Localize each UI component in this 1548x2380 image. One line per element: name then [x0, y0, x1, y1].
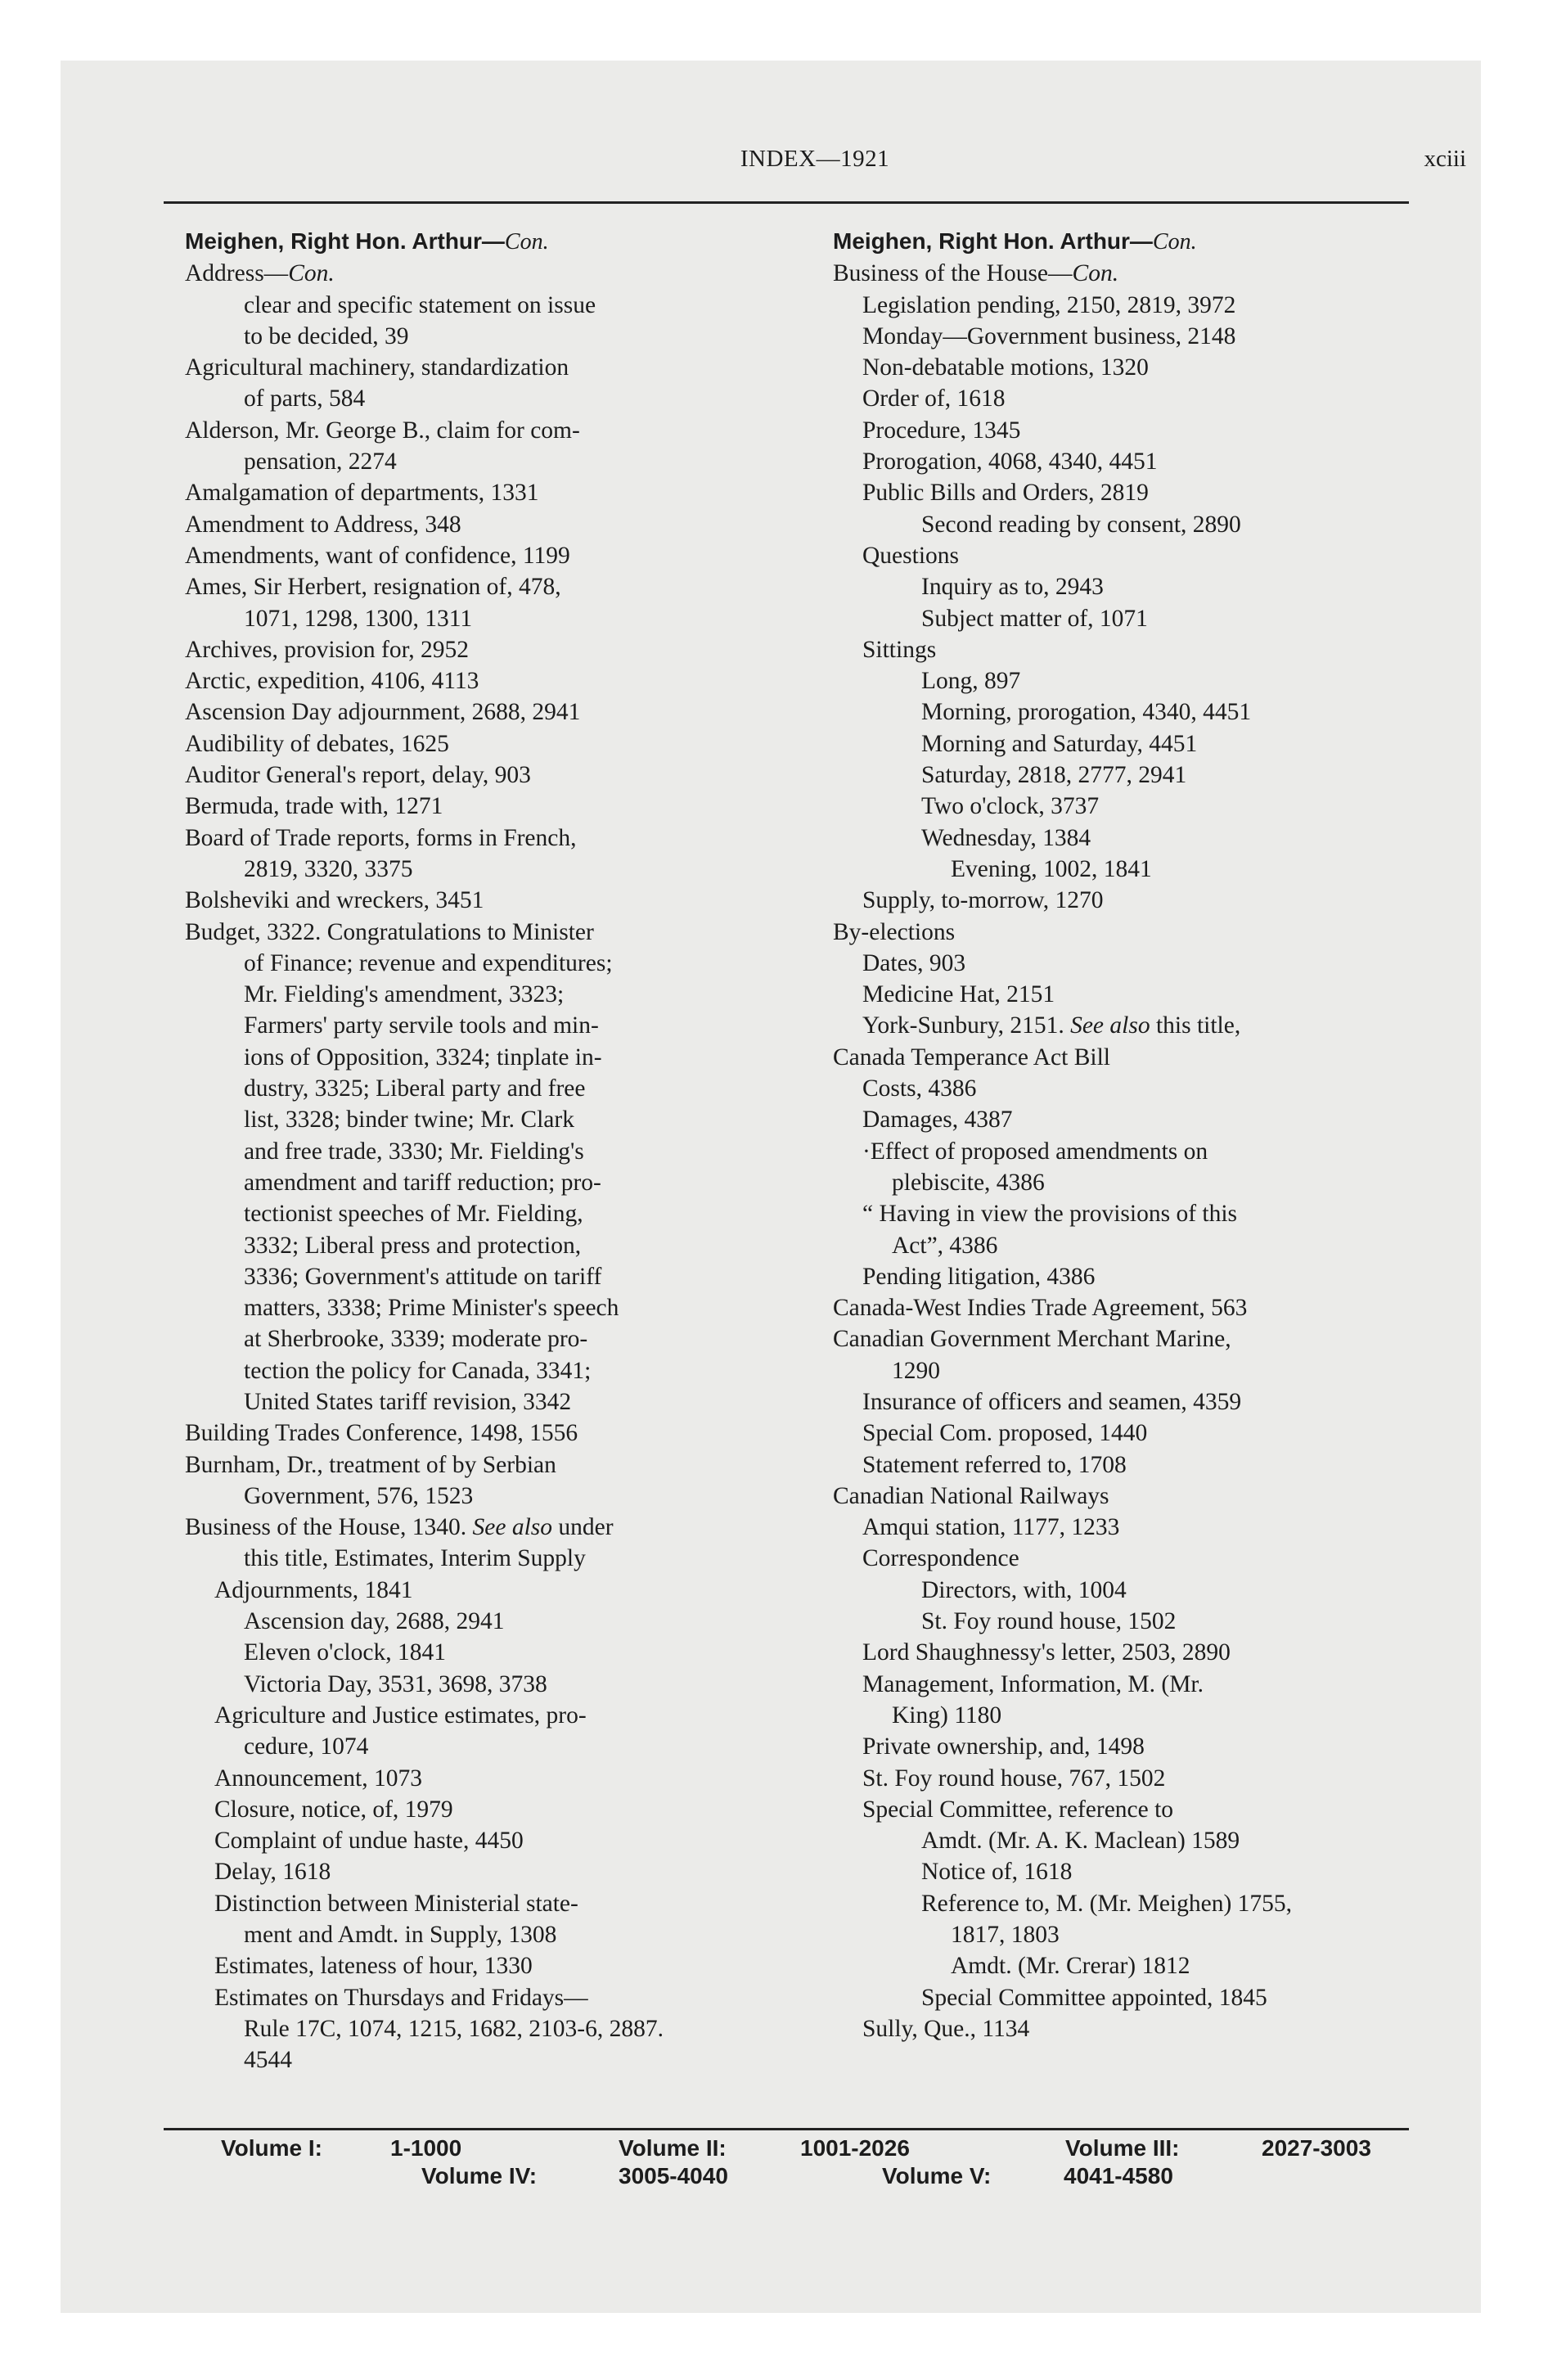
volume-5-label: Volume V:: [882, 2163, 992, 2188]
index-entry-italic: See also: [472, 1514, 553, 1541]
index-entry: [833, 1418, 1438, 1449]
index-entry: [833, 1010, 1438, 1041]
index-entry: [833, 728, 1438, 760]
index-entry: [185, 1323, 790, 1355]
volume-5-range: 4041-4580: [1064, 2163, 1173, 2188]
index-entry: [185, 1042, 790, 1073]
index-entry-text: ment and Amdt. in Supply, 1308: [244, 1922, 557, 1949]
index-entry-text: Public Bills and Orders, 2819: [862, 480, 1149, 507]
index-entry-italic: See also: [1070, 1012, 1150, 1039]
index-entry: [833, 603, 1438, 634]
index-entry-text: Auditor General's report, delay, 903: [185, 762, 531, 789]
index-entry: [185, 665, 790, 696]
index-entry-text: Procedure, 1345: [862, 417, 1021, 444]
index-entry-text: Pending litigation, 4386: [862, 1263, 1096, 1290]
index-entry-text: Agricultural machinery, standardization: [185, 354, 569, 381]
index-entry: [185, 696, 790, 728]
index-entry: [833, 1230, 1438, 1261]
index-entry: [185, 1731, 790, 1762]
volume-key: [164, 2134, 1409, 2190]
index-entry: [185, 1010, 790, 1041]
index-entry: [185, 1637, 790, 1668]
index-entry-text: Budget, 3322. Congratulations to Minister: [185, 918, 594, 945]
index-entry: [833, 917, 1438, 948]
index-entry: [185, 1198, 790, 1229]
index-entry: [833, 696, 1438, 728]
index-entry: [185, 1950, 790, 1981]
index-entry-text: Canadian Government Merchant Marine,: [833, 1326, 1231, 1353]
index-entry: [833, 1575, 1438, 1606]
index-entry-text: Amendments, want of confidence, 1199: [185, 542, 570, 569]
index-entry: [185, 917, 790, 948]
index-entry: [185, 1543, 790, 1574]
index-entry-text: Estimates on Thursdays and Fridays—: [214, 1984, 588, 2011]
index-entry-text: Sittings: [862, 636, 937, 663]
index-entry-text: Subject matter of, 1071: [921, 605, 1148, 632]
index-entry-text: Damages, 4387: [862, 1107, 1013, 1134]
index-entry: [185, 1794, 790, 1825]
index-entry-text: Bermuda, trade with, 1271: [185, 793, 443, 820]
running-head: [164, 146, 1466, 178]
index-entry: [833, 1825, 1438, 1856]
index-entry: [833, 1763, 1438, 1794]
index-entry-text: Amqui station, 1177, 1233: [862, 1514, 1120, 1541]
index-entry: [833, 634, 1438, 665]
index-entry-text: Rule 17C, 1074, 1215, 1682, 2103-6, 2887.: [244, 2015, 664, 2042]
index-entry-italic: Con.: [1072, 260, 1119, 287]
index-entry: [833, 290, 1438, 321]
index-entry-text: list, 3328; binder twine; Mr. Clark: [244, 1107, 574, 1134]
index-entry: [833, 1292, 1438, 1323]
index-entry-text: United States tariff revision, 3342: [244, 1388, 572, 1415]
index-entry-text: St. Foy round house, 767, 1502: [862, 1765, 1166, 1792]
index-entry: [185, 571, 790, 602]
index-entry: [185, 854, 790, 885]
index-entry: [185, 1606, 790, 1637]
index-entry: [185, 603, 790, 634]
index-entry: [185, 1073, 790, 1104]
volume-1-range: 1-1000: [390, 2135, 462, 2161]
index-entry: [833, 1104, 1438, 1135]
index-entry-text: Alderson, Mr. George B., claim for com-: [185, 417, 580, 444]
index-entry: [833, 1323, 1438, 1355]
index-entry: [833, 352, 1438, 383]
index-entry: [833, 1042, 1438, 1073]
index-entry: [185, 2044, 790, 2076]
index-entry-text: Monday—Government business, 2148: [862, 322, 1236, 349]
index-entry: [185, 415, 790, 446]
index-entry: [833, 540, 1438, 571]
index-entry-text: Correspondence: [862, 1545, 1019, 1572]
index-heading-continued: Con.: [504, 229, 549, 255]
index-entry-text: Dates, 903: [862, 949, 966, 976]
index-entry: [833, 1637, 1438, 1668]
index-entry: [185, 823, 790, 854]
index-entry: [833, 760, 1438, 791]
index-entry: [833, 1856, 1438, 1887]
index-entry-text: Private ownership, and, 1498: [862, 1733, 1145, 1760]
index-entry-text: Adjournments, 1841: [214, 1576, 413, 1603]
index-entry: [833, 1386, 1438, 1418]
index-entry-text: King) 1180: [892, 1702, 1002, 1729]
index-entry: [185, 321, 790, 352]
index-entry: [185, 1136, 790, 1167]
volume-2-range: 1001-2026: [800, 2135, 910, 2161]
index-entry-text: Prorogation, 4068, 4340, 4451: [862, 449, 1158, 476]
index-entry: [185, 885, 790, 916]
index-heading: [833, 226, 1438, 258]
index-entry-text: tection the policy for Canada, 3341;: [244, 1357, 592, 1384]
index-entry: [833, 1261, 1438, 1292]
index-entry-text: of Finance; revenue and expenditures;: [244, 949, 613, 976]
index-entry: [833, 1731, 1438, 1762]
index-entry-text: 3332; Liberal press and protection,: [244, 1232, 582, 1259]
index-entry: [185, 1230, 790, 1261]
index-entry-text: Special Committee, reference to: [862, 1796, 1174, 1823]
index-entry: [833, 791, 1438, 822]
index-entry-text: matters, 3338; Prime Minister's speech: [244, 1295, 619, 1322]
volume-1-label: Volume I:: [221, 2135, 322, 2161]
index-entry: [833, 854, 1438, 885]
index-entry: [833, 1167, 1438, 1198]
index-entry-text: York-Sunbury, 2151.: [862, 1012, 1071, 1039]
index-entry: [185, 1856, 790, 1887]
index-column-right: [833, 226, 1438, 2044]
index-entry: [833, 1543, 1438, 1574]
index-entry: [185, 2013, 790, 2044]
volume-4-label: Volume IV:: [421, 2163, 538, 2188]
index-entry-text: Notice of, 1618: [921, 1859, 1073, 1886]
index-entry-text: at Sherbrooke, 3339; moderate pro-: [244, 1326, 588, 1353]
index-entry-text: Questions: [862, 542, 959, 569]
index-entry: [185, 760, 790, 791]
index-entry-text: this title, Estimates, Interim Supply: [244, 1545, 586, 1572]
index-entry: [185, 1355, 790, 1386]
index-entry: [833, 446, 1438, 477]
index-entry-text: Non-debatable motions, 1320: [862, 354, 1149, 381]
index-entry-text: Statement referred to, 1708: [862, 1451, 1127, 1478]
index-entry-italic: Con.: [288, 260, 335, 287]
index-entry: [833, 383, 1438, 414]
index-entry: [185, 634, 790, 665]
index-entry: [833, 1198, 1438, 1229]
index-entry-text: 4544: [244, 2047, 292, 2074]
index-entry: [833, 321, 1438, 352]
index-entry-text: Directors, with, 1004: [921, 1576, 1127, 1603]
index-entry: [833, 1700, 1438, 1731]
index-entry-text: Amdt. (Mr. Crerar) 1812: [951, 1953, 1190, 1980]
index-entry-text: Canada Temperance Act Bill: [833, 1044, 1110, 1071]
index-entry: [833, 1512, 1438, 1543]
index-entry: [833, 258, 1438, 289]
index-entry-text: dustry, 3325; Liberal party and free: [244, 1075, 586, 1102]
index-entry-text: Canada-West Indies Trade Agreement, 563: [833, 1295, 1248, 1322]
index-entry-text: Mr. Fielding's amendment, 3323;: [244, 981, 565, 1008]
index-entry-text: Reference to, M. (Mr. Meighen) 1755,: [921, 1890, 1293, 1917]
index-entry: [833, 1481, 1438, 1512]
index-entry-text: Amendment to Address, 348: [185, 511, 461, 538]
index-entry-text: and free trade, 3330; Mr. Fielding's: [244, 1138, 584, 1165]
index-entry-text: 2819, 3320, 3375: [244, 855, 413, 882]
index-entry: [185, 1982, 790, 2013]
index-entry: [185, 1104, 790, 1135]
index-entry: [185, 1292, 790, 1323]
index-entry-text: Lord Shaughnessy's letter, 2503, 2890: [862, 1639, 1231, 1666]
index-entry-after: under: [552, 1514, 614, 1541]
index-entry-text: Delay, 1618: [214, 1859, 331, 1886]
index-entry: [185, 1512, 790, 1543]
page-number: xciii: [1424, 146, 1466, 172]
index-entry: [833, 823, 1438, 854]
index-entry-text: Business of the House—: [833, 260, 1073, 287]
index-entry: [833, 1794, 1438, 1825]
index-entry: [833, 885, 1438, 916]
index-entry-text: 1071, 1298, 1300, 1311: [244, 605, 473, 632]
index-entry-text: Order of, 1618: [862, 385, 1006, 412]
index-entry-text: Morning and Saturday, 4451: [921, 730, 1198, 757]
index-entry: [833, 1073, 1438, 1104]
index-entry-text: to be decided, 39: [244, 322, 409, 349]
index-entry-text: Agriculture and Justice estimates, pro-: [214, 1702, 587, 1729]
index-entry: [833, 1606, 1438, 1637]
index-entry-text: amendment and tariff reduction; pro-: [244, 1169, 601, 1196]
index-entry: [185, 1386, 790, 1418]
index-entry-text: 3336; Government's attitude on tariff: [244, 1263, 602, 1290]
index-entry: [185, 1167, 790, 1198]
index-entry-text: Business of the House, 1340.: [185, 1514, 473, 1541]
index-entry: [185, 1481, 790, 1512]
index-entry: [833, 2013, 1438, 2044]
index-entry-text: Farmers' party servile tools and min-: [244, 1012, 599, 1039]
index-entry: [833, 1669, 1438, 1700]
index-entry: [185, 446, 790, 477]
volume-row-2: [164, 2162, 1409, 2190]
index-entry-text: Distinction between Ministerial state-: [214, 1890, 578, 1917]
index-entry: [833, 415, 1438, 446]
volume-2-label: Volume II:: [619, 2135, 727, 2161]
header-rule: [164, 201, 1409, 204]
index-entry-text: Ames, Sir Herbert, resignation of, 478,: [185, 574, 561, 601]
index-entry: [185, 477, 790, 508]
index-entry: [185, 1418, 790, 1449]
volume-row-1: [164, 2134, 1409, 2162]
index-entry-text: Wednesday, 1384: [921, 824, 1091, 851]
index-entry: [185, 1825, 790, 1856]
index-entry-text: Special Com. proposed, 1440: [862, 1420, 1148, 1447]
index-entry: [185, 540, 790, 571]
index-entry: [185, 1763, 790, 1794]
page-title: INDEX—1921: [740, 146, 890, 172]
index-entry: [185, 979, 790, 1010]
index-entry-text: 1290: [892, 1357, 940, 1384]
index-entry-text: Building Trades Conference, 1498, 1556: [185, 1420, 578, 1447]
index-entry-text: Announcement, 1073: [214, 1765, 422, 1792]
index-entry: [833, 665, 1438, 696]
volume-4-range: 3005-4040: [619, 2163, 728, 2188]
index-entry: [833, 477, 1438, 508]
index-entry: [185, 1449, 790, 1481]
index-entry-text: Supply, to-morrow, 1270: [862, 887, 1104, 914]
index-entry-text: Bolsheviki and wreckers, 3451: [185, 887, 484, 914]
index-entry-text: Burnham, Dr., treatment of by Serbian: [185, 1451, 556, 1478]
index-entry: [833, 948, 1438, 979]
index-entry-text: Closure, notice, of, 1979: [214, 1796, 453, 1823]
index-entry-text: Medicine Hat, 2151: [862, 981, 1055, 1008]
index-entry-text: Saturday, 2818, 2777, 2941: [921, 762, 1187, 789]
index-entry: [185, 728, 790, 760]
index-entry-text: ·Effect of proposed amendments on: [862, 1138, 1208, 1165]
index-entry-text: Ascension day, 2688, 2941: [244, 1608, 505, 1635]
index-entry-text: Legislation pending, 2150, 2819, 3972: [862, 291, 1236, 318]
index-entry: [185, 948, 790, 979]
index-entry: [185, 290, 790, 321]
index-entry-text: Costs, 4386: [862, 1075, 977, 1102]
index-entry: [833, 1919, 1438, 1950]
index-entry-text: Arctic, expedition, 4106, 4113: [185, 668, 479, 695]
index-entry-text: By-elections: [833, 918, 956, 945]
index-entry: [833, 1950, 1438, 1981]
index-entry-text: tectionist speeches of Mr. Fielding,: [244, 1201, 583, 1228]
index-heading-text: Meighen, Right Hon. Arthur—: [833, 228, 1153, 254]
index-entry-text: Long, 897: [921, 668, 1021, 695]
index-entry-text: clear and specific statement on issue: [244, 291, 596, 318]
index-entry-text: Victoria Day, 3531, 3698, 3738: [244, 1670, 547, 1697]
index-entry-text: Government, 576, 1523: [244, 1482, 474, 1509]
index-entry-text: Two o'clock, 3737: [921, 793, 1100, 820]
index-heading-text: Meighen, Right Hon. Arthur—: [185, 228, 505, 254]
volume-3-range: 2027-3003: [1262, 2135, 1371, 2161]
index-entry: [833, 1449, 1438, 1481]
index-entry-text: Insurance of officers and seamen, 4359: [862, 1388, 1242, 1415]
index-entry-after: this title,: [1150, 1012, 1241, 1039]
index-entry: [185, 1261, 790, 1292]
index-entry-text: plebiscite, 4386: [892, 1169, 1045, 1196]
index-entry: [185, 352, 790, 383]
index-entry: [185, 383, 790, 414]
index-entry: [833, 1982, 1438, 2013]
index-entry-text: Sully, Que., 1134: [862, 2015, 1030, 2042]
index-entry-text: pensation, 2274: [244, 449, 397, 476]
index-entry-text: Eleven o'clock, 1841: [244, 1639, 446, 1666]
index-entry-text: Address—: [185, 260, 289, 287]
index-entry-text: Canadian National Railways: [833, 1482, 1109, 1509]
index-entry-text: Special Committee appointed, 1845: [921, 1984, 1267, 2011]
index-entry: [185, 1700, 790, 1731]
index-entry-text: Audibility of debates, 1625: [185, 730, 449, 757]
index-entry: [185, 509, 790, 540]
index-entry: [185, 258, 790, 289]
index-entry-text: of parts, 584: [244, 385, 366, 412]
index-entry-text: Board of Trade reports, forms in French,: [185, 824, 577, 851]
index-entry: [833, 1136, 1438, 1167]
index-entry: [833, 571, 1438, 602]
index-entry-text: Ascension Day adjournment, 2688, 2941: [185, 699, 581, 726]
volume-3-label: Volume III:: [1065, 2135, 1180, 2161]
index-entry-text: 1817, 1803: [951, 1922, 1060, 1949]
index-entry: [833, 1355, 1438, 1386]
index-entry-text: Morning, prorogation, 4340, 4451: [921, 699, 1252, 726]
index-entry: [833, 509, 1438, 540]
index-entry: [833, 1888, 1438, 1919]
index-heading: [185, 226, 790, 258]
index-entry: [185, 791, 790, 822]
index-entry-text: Estimates, lateness of hour, 1330: [214, 1953, 533, 1980]
index-entry: [185, 1669, 790, 1700]
index-entry-text: “ Having in view the provisions of this: [862, 1201, 1238, 1228]
index-entry-text: Amalgamation of departments, 1331: [185, 480, 539, 507]
index-column-left: [185, 226, 790, 2076]
index-entry-text: Evening, 1002, 1841: [951, 855, 1152, 882]
index-entry-text: ions of Opposition, 3324; tinplate in-: [244, 1044, 602, 1071]
index-entry-text: Second reading by consent, 2890: [921, 511, 1241, 538]
index-entry: [833, 979, 1438, 1010]
index-entry-text: Act”, 4386: [892, 1232, 998, 1259]
index-heading-continued: Con.: [1152, 229, 1197, 255]
index-entry-text: St. Foy round house, 1502: [921, 1608, 1177, 1635]
index-entry: [185, 1575, 790, 1606]
index-entry-text: Archives, provision for, 2952: [185, 636, 470, 663]
index-entry-text: Amdt. (Mr. A. K. Maclean) 1589: [921, 1828, 1240, 1855]
index-entry: [185, 1888, 790, 1919]
index-entry: [185, 1919, 790, 1950]
index-entry-text: Inquiry as to, 2943: [921, 574, 1104, 601]
index-entry-text: Management, Information, M. (Mr.: [862, 1670, 1204, 1697]
footer-rule: [164, 2128, 1409, 2130]
index-entry-text: Complaint of undue haste, 4450: [214, 1828, 524, 1855]
index-entry-text: cedure, 1074: [244, 1733, 369, 1760]
